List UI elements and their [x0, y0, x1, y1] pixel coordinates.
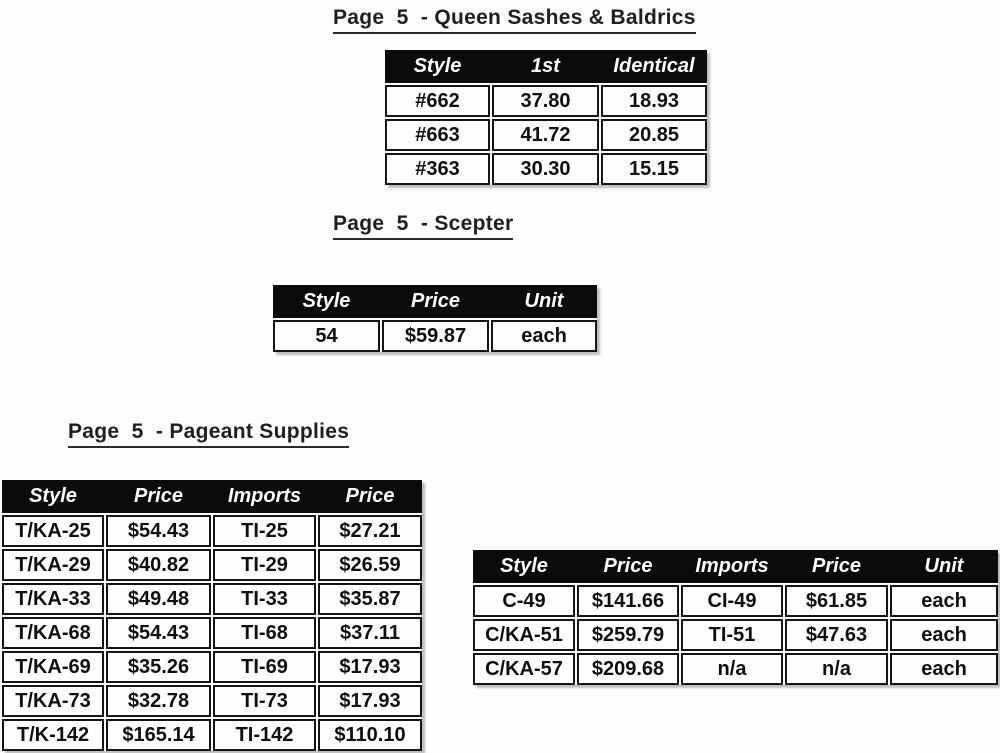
table-cell: $40.82	[106, 549, 211, 581]
column-header-style: Style	[302, 290, 351, 312]
column-header-import-price: Price	[345, 485, 395, 507]
table-cell: TI-33	[213, 583, 316, 615]
column-header-identical: Identical	[613, 55, 695, 77]
table-cell: TI-69	[213, 651, 316, 683]
table-cell: #663	[385, 119, 490, 151]
pageant-right-table-body	[473, 585, 998, 685]
table-cell: TI-51	[681, 619, 783, 651]
column-header-price: Price	[134, 485, 183, 507]
table-cell: 20.85	[601, 119, 707, 151]
table-cell: n/a	[785, 653, 888, 685]
pageant-left-table-body	[2, 515, 422, 751]
table-cell: $54.43	[106, 515, 211, 547]
column-header-1st: 1st	[531, 55, 560, 77]
table-cell: $26.59	[318, 549, 422, 581]
table-cell: C/KA-57	[473, 653, 575, 685]
table-cell: each	[491, 320, 597, 352]
table-cell: 41.72	[492, 119, 599, 151]
table-cell: $259.79	[577, 619, 679, 651]
column-header-unit: Unit	[524, 290, 564, 312]
table-cell: $17.93	[318, 651, 422, 683]
scepter-table-body	[273, 320, 597, 352]
table-cell: $141.66	[577, 585, 679, 617]
table-cell: $61.85	[785, 585, 888, 617]
table-cell: CI-49	[681, 585, 783, 617]
table-cell: #662	[385, 85, 490, 117]
queen-section-title: Page 5 - Queen Sashes & Baldrics	[333, 6, 696, 34]
queen-table-body	[385, 85, 707, 185]
table-cell: $49.48	[106, 583, 211, 615]
column-header-price: Price	[411, 290, 460, 312]
table-cell: $209.68	[577, 653, 679, 685]
table-cell: each	[890, 653, 998, 685]
pageant-right-header-row	[473, 550, 998, 583]
column-header-style: Style	[29, 485, 77, 507]
table-cell: 37.80	[492, 85, 599, 117]
table-cell: C/KA-51	[473, 619, 575, 651]
queen-table-header-row	[385, 50, 707, 83]
table-cell: T/KA-33	[2, 583, 104, 615]
table-cell: TI-25	[213, 515, 316, 547]
table-cell: C-49	[473, 585, 575, 617]
table-cell: each	[890, 619, 998, 651]
table-cell: T/K-142	[2, 719, 104, 751]
table-cell: T/KA-68	[2, 617, 104, 649]
table-cell: T/KA-25	[2, 515, 104, 547]
column-header-unit: Unit	[924, 555, 964, 577]
table-cell: TI-29	[213, 549, 316, 581]
pageant-left-table	[2, 480, 422, 751]
table-cell: $54.43	[106, 617, 211, 649]
table-cell: $32.78	[106, 685, 211, 717]
table-cell: T/KA-73	[2, 685, 104, 717]
column-header-style: Style	[413, 55, 462, 77]
table-cell: each	[890, 585, 998, 617]
column-header-imports: Imports	[695, 555, 769, 577]
pageant-left-header-row	[2, 480, 422, 513]
scepter-section-title: Page 5 - Scepter	[333, 212, 513, 240]
table-cell: T/KA-69	[2, 651, 104, 683]
table-cell: $47.63	[785, 619, 888, 651]
column-header-price: Price	[603, 555, 653, 577]
column-header-imports: Imports	[227, 485, 302, 507]
queen-sashes-table	[385, 50, 707, 185]
table-cell: $59.87	[382, 320, 489, 352]
table-cell: $165.14	[106, 719, 211, 751]
table-cell: $110.10	[318, 719, 422, 751]
scepter-table	[273, 285, 597, 352]
table-cell: #363	[385, 153, 490, 185]
table-cell: 18.93	[601, 85, 707, 117]
table-cell: $35.26	[106, 651, 211, 683]
table-cell: 54	[273, 320, 380, 352]
table-cell: 30.30	[492, 153, 599, 185]
table-cell: 15.15	[601, 153, 707, 185]
scepter-table-header-row	[273, 285, 597, 318]
table-cell: $17.93	[318, 685, 422, 717]
table-cell: TI-142	[213, 719, 316, 751]
table-cell: $35.87	[318, 583, 422, 615]
table-cell: T/KA-29	[2, 549, 104, 581]
table-cell: TI-68	[213, 617, 316, 649]
table-cell: n/a	[681, 653, 783, 685]
pageant-right-table	[473, 550, 998, 685]
table-cell: $27.21	[318, 515, 422, 547]
column-header-import-price: Price	[812, 555, 861, 577]
column-header-style: Style	[500, 555, 548, 577]
table-cell: $37.11	[318, 617, 422, 649]
pageant-section-title: Page 5 - Pageant Supplies	[68, 420, 349, 448]
table-cell: TI-73	[213, 685, 316, 717]
